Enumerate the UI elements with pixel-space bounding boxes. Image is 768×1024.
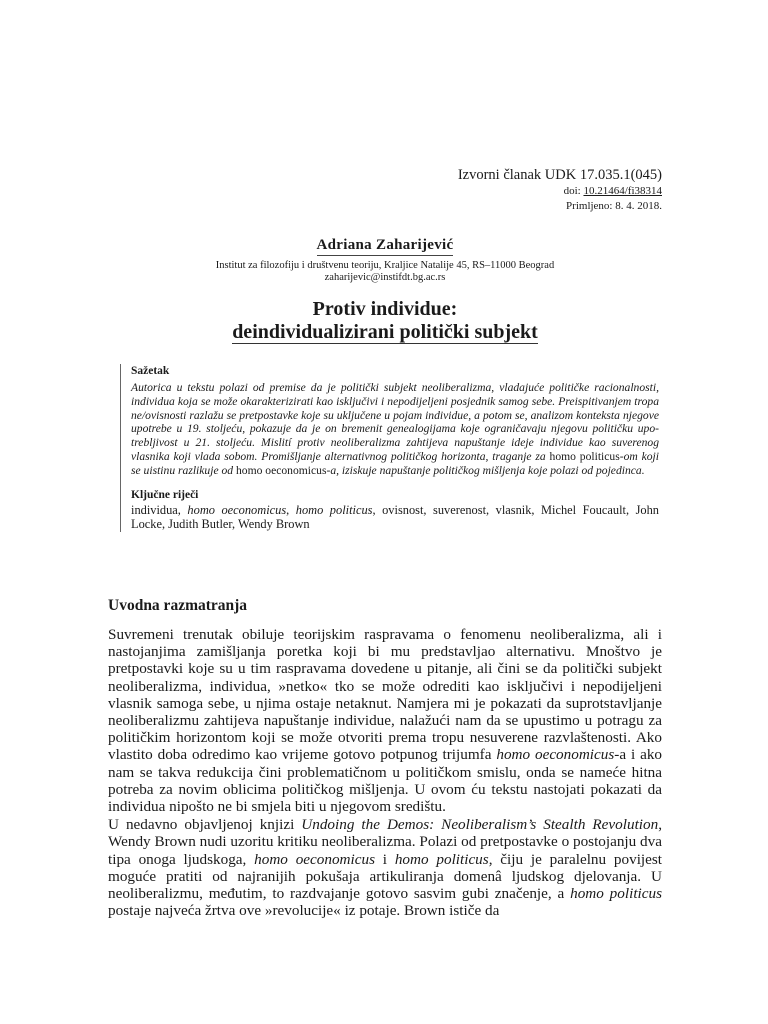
paragraph-1 bbox=[108, 626, 662, 815]
doi-link[interactable]: 10.21464/fi38314 bbox=[583, 185, 662, 197]
abstract-part-1: Autorica u tekstu polazi od premise da je politički subjekt neoliberalizma, vladajuće političke racionalnosti, individua koja se može okarakterizirati kao isključivi i nepodijeljeni posjednik samog sebe. Preispitivanjem tropa ne/ovisnosti razlažu se pretpostavke koje su uključene u pojam individue, a potom se, analizom konteksta njegove upotrebe u 19. stoljeću, pokazuje da je on bremenit genealogijama koje ograničavaju njegovu političku upotrebljivost u 21. stoljeću. Mislití protiv neoliberalizma zahtijeva napuštanje ideje individue kao suverenog vlasnika koji vlada sobom. Promišljanje alternativnog političkog horizonta, traganje za bbox=[131, 381, 659, 463]
body-text bbox=[108, 626, 662, 920]
p2-homo-politicus: homo politicus bbox=[394, 850, 489, 868]
p1-text-c: -a i ako nam se takva redukcija čini problematičnom u političkom smislu, onda se nameće hitna potreba za novim oblicima političkog mišljenja. U ovom ću tekstu nastojati pokazati da individua nipošto ne bi smjela biti u njegovom središtu. bbox=[108, 746, 663, 816]
p2-text-i: postaje najveća žrtva ove »revolucije« iz potaje. Brown ističe da bbox=[108, 902, 500, 920]
abstract bbox=[120, 364, 659, 532]
title-line-2: deindividualizirani politički subjekt bbox=[232, 321, 538, 343]
p2-homo-politicus-2: homo politicus bbox=[570, 885, 662, 903]
paragraph-2 bbox=[108, 816, 662, 919]
p2-text-g: , čiju je paralelnu povijest moguće pratiti od najranijih pokušaja artikuliranja domenâ ljudskog djelovanja. U neoliberalizmu, međutim, to razdvajanje gotovo sasvim gubi značenje, a bbox=[108, 850, 663, 903]
abstract-part-3: -a, iziskuje napuštanje političkog mišljenja koje polazi od pojedinca. bbox=[326, 463, 645, 477]
p2-text-c: , Wendy Brown nudi uzoritu kritiku neoliberalizma. Polazi od pretpostavke o postojanju dva tipa onoga ljudskoga, bbox=[108, 816, 662, 868]
abstract-text bbox=[131, 381, 659, 478]
abstract-term-homo-politicus: homo politicus bbox=[549, 449, 620, 463]
abstract-part-2: -om koji se uistinu razlikuje od bbox=[131, 449, 659, 477]
author-email[interactable]: zaharijevic@instifdt.bg.ac.rs bbox=[324, 272, 446, 283]
article-type-udk: Izvorni članak UDK 17.035.1(045) bbox=[457, 167, 662, 183]
author-affiliation: Institut za filozofiju i društvenu teoriju, Kraljice Natalije 45, RS–11000 Beograd bbox=[215, 260, 555, 271]
article-metadata bbox=[458, 166, 662, 214]
abstract-term-homo-oeconomicus: homo oeconomicus bbox=[235, 463, 327, 477]
p2-text-e: i bbox=[375, 850, 395, 868]
keyword-part-rest: , ovisnost, suverenost, vlasnik, Michel Foucault, John Locke, Judith Butler, Wendy Brown bbox=[131, 502, 660, 532]
doi-line bbox=[458, 184, 662, 199]
author-name: Adriana Zaharijević bbox=[317, 236, 454, 256]
title-line-1: Protiv individue: bbox=[312, 298, 458, 320]
p2-book-title: Undoing the Demos: Neoliberalism’s Stealth Revolution bbox=[301, 816, 659, 834]
author-block bbox=[130, 236, 640, 284]
keyword-part-1: individua, bbox=[131, 502, 188, 517]
section-heading: Uvodna razmatranja bbox=[108, 597, 248, 614]
article-title bbox=[120, 298, 650, 344]
keyword-homo-oeconomicus: homo oeconomicus bbox=[187, 502, 287, 517]
abstract-heading: Sažetak bbox=[131, 365, 170, 377]
keywords-heading: Ključne riječi bbox=[131, 488, 199, 501]
p2-text-a: U nedavno objavljenoj knjizi bbox=[108, 816, 302, 834]
p1-italic-term: homo oeconomicus bbox=[496, 746, 615, 764]
received-date: Primljeno: 8. 4. 2018. bbox=[566, 200, 662, 212]
keywords-text bbox=[131, 503, 659, 532]
p2-homo-oeconomicus: homo oeconomicus bbox=[254, 850, 375, 868]
doi-label: doi: bbox=[563, 185, 584, 197]
keyword-homo-politicus: homo politicus bbox=[295, 502, 373, 517]
p1-text-a: Suvremeni trenutak obiluje teorijskim raspravama o fenomenu neoliberalizma, ali i nastojanjima zamišljanja poretka koji bi mu predstavljao alternativu. Mnoštvo je pretpostavki koje su u tim raspravama dovedene u pitanje, ali čini se da politički subjekt neoliberalizma, individua, »netko« tko se može odrediti kao isključivi i nepodijeljeni vlasnik samoga sebe, u njima ostaje netaknut. Namjera mi je pokazati da suprotstavljanje neoliberalizmu zahtijeva napuštanje individue, nalažući nam da se upustimo u potragu za političkim horizontom koji se može otvoriti prema tropu nesuverene razvlaštenosti. Ako vlastito doba odredimo kao vrijeme gotovo potpunog trijumfa bbox=[108, 626, 662, 764]
keyword-separator: , bbox=[286, 502, 296, 517]
